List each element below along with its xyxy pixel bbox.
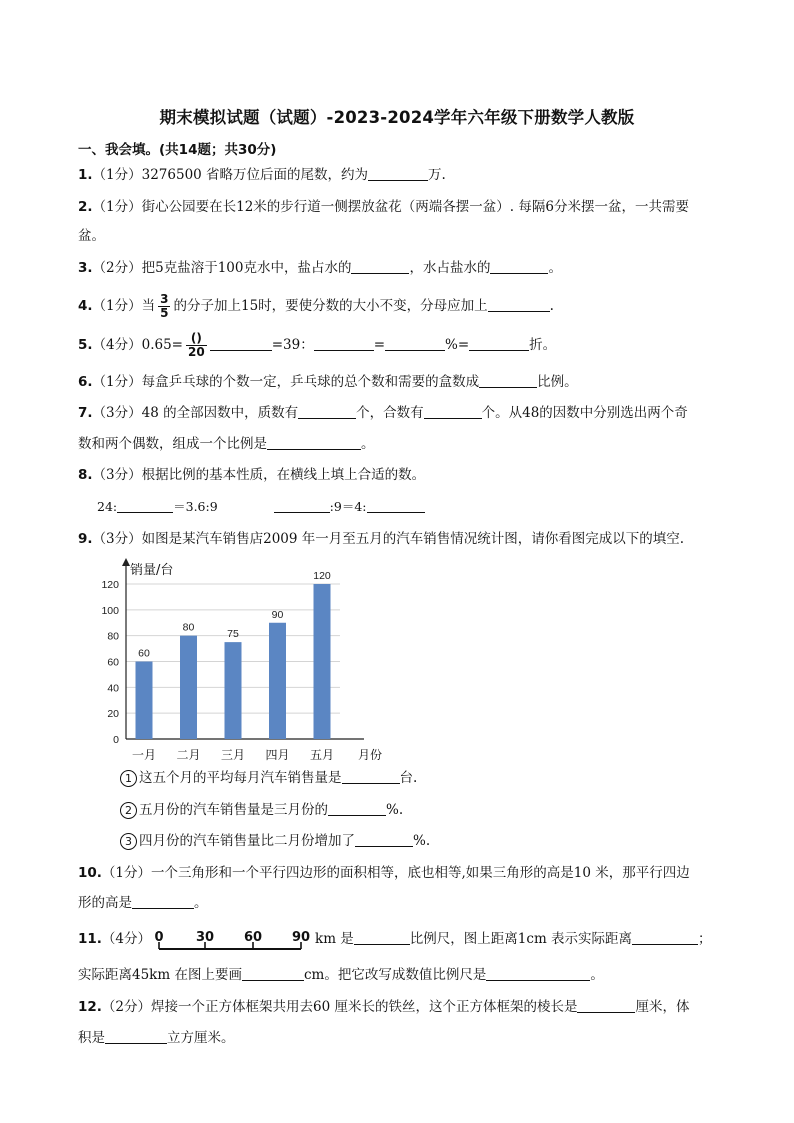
question-points: （1分） bbox=[92, 199, 142, 215]
answer-blank[interactable] bbox=[314, 336, 374, 351]
question-5 bbox=[78, 330, 556, 360]
answer-blank[interactable] bbox=[488, 297, 550, 312]
question-text: cm。把它改写成数值比例尺是 bbox=[303, 967, 487, 983]
x-tick-label: 三月 bbox=[220, 748, 246, 762]
fraction: $\frac{3}{5}$ bbox=[160, 292, 169, 320]
question-4 bbox=[78, 291, 554, 321]
x-tick-label: 二月 bbox=[176, 748, 201, 762]
answer-blank[interactable] bbox=[132, 894, 194, 909]
answer-blank[interactable] bbox=[105, 1029, 167, 1044]
scale-label: 60 bbox=[243, 929, 263, 945]
question-1 bbox=[78, 166, 446, 184]
y-tick-label: 60 bbox=[107, 656, 119, 669]
question-text: 。 bbox=[194, 895, 208, 911]
question-10 bbox=[78, 864, 690, 882]
y-tick-label: 0 bbox=[113, 734, 119, 746]
answer-blank[interactable] bbox=[267, 435, 361, 450]
answer-blank[interactable] bbox=[368, 166, 428, 181]
question-text: 把5克盐溶于100克水中，盐占水的 bbox=[141, 260, 352, 276]
scale-label: 30 bbox=[195, 929, 215, 945]
x-tick-label: 四月 bbox=[265, 748, 290, 762]
y-tick-label: 120 bbox=[101, 579, 119, 591]
question-text: 街心公园要在长12米的步行道一侧摆放盆花（两端各摆一盆）. 每隔6分米摆一盆，一共需要 bbox=[141, 199, 689, 215]
answer-blank[interactable] bbox=[298, 404, 356, 419]
answer-blank[interactable] bbox=[367, 498, 425, 513]
question-number: 12. bbox=[78, 999, 102, 1015]
question-text: 48 的全部因数中，质数有 bbox=[141, 405, 299, 421]
question-text: %= bbox=[445, 337, 470, 353]
question-points: （1分） bbox=[92, 374, 142, 390]
question-points: （4分） bbox=[101, 931, 152, 947]
question-number: 8. bbox=[78, 467, 93, 483]
question-text: 根据比例的基本性质，在横线上填上合适的数。 bbox=[141, 467, 426, 483]
question-text: 3276500 省略万位后面的尾数，约为 bbox=[141, 167, 369, 183]
y-tick-label: 100 bbox=[101, 604, 119, 617]
data-label: 75 bbox=[227, 628, 239, 641]
x-tick-label: 一月 bbox=[131, 748, 157, 762]
proportion-text: ＝3.6:9 bbox=[173, 499, 218, 514]
answer-blank[interactable] bbox=[242, 966, 304, 981]
answer-blank[interactable] bbox=[328, 801, 386, 816]
answer-blank[interactable] bbox=[424, 404, 482, 419]
question-text: 立方厘米。 bbox=[167, 1030, 235, 1046]
question-text: ； bbox=[698, 931, 712, 947]
question-text: 个。从48的因数中分别选出两个奇 bbox=[481, 405, 688, 421]
sales-bar-chart bbox=[100, 556, 410, 768]
question-text: = bbox=[373, 337, 386, 353]
bar bbox=[136, 662, 153, 740]
question-points: （1分） bbox=[92, 298, 142, 314]
question-text: 当 bbox=[141, 298, 156, 314]
y-tick-label: 40 bbox=[107, 682, 119, 695]
question-text: . bbox=[549, 298, 554, 314]
data-label: 90 bbox=[271, 608, 284, 621]
question-text: 积是 bbox=[78, 1030, 105, 1046]
question-text: 个，合数有 bbox=[356, 405, 424, 421]
question-12-cont bbox=[78, 1029, 235, 1047]
answer-blank[interactable] bbox=[117, 498, 173, 513]
bar bbox=[225, 642, 242, 739]
question-8-items bbox=[97, 498, 425, 516]
question-3 bbox=[78, 259, 562, 277]
x-tick-label: 五月 bbox=[309, 748, 335, 762]
question-number: 3. bbox=[78, 260, 93, 276]
answer-blank[interactable] bbox=[490, 259, 548, 274]
question-text: 比例。 bbox=[537, 374, 578, 390]
question-number: 6. bbox=[78, 374, 93, 390]
question-number: 7. bbox=[78, 405, 93, 421]
question-text: 四月份的汽车销售量比二月份增加了 bbox=[139, 833, 355, 849]
y-tick-label: 20 bbox=[107, 708, 119, 721]
question-text: 如图是某汽车销售店2009 年一月至五月的汽车销售情况统计图，请你看图完成以下的填空. bbox=[141, 531, 685, 547]
question-text: 。 bbox=[548, 260, 562, 276]
question-number: 4. bbox=[78, 298, 93, 314]
question-10-cont bbox=[78, 894, 208, 912]
answer-blank[interactable] bbox=[351, 259, 409, 274]
question-points: （1分） bbox=[92, 167, 142, 183]
question-text: 。 bbox=[361, 436, 375, 452]
question-points: （2分） bbox=[92, 260, 142, 276]
question-11 bbox=[78, 928, 712, 951]
line-scale-icon bbox=[153, 929, 313, 951]
question-number: 1. bbox=[78, 167, 93, 183]
answer-blank[interactable] bbox=[342, 769, 400, 784]
question-text: 台. bbox=[399, 770, 418, 786]
question-9-sub-1 bbox=[120, 769, 417, 787]
answer-blank[interactable] bbox=[486, 966, 590, 981]
data-label: 120 bbox=[313, 570, 331, 582]
question-points: （1分） bbox=[101, 865, 152, 881]
question-text: km 是 bbox=[315, 931, 354, 947]
question-number: 9. bbox=[78, 531, 93, 547]
question-text: %. bbox=[386, 802, 404, 818]
question-text: 的分子加上15时，要使分数的大小不变，分母应加上 bbox=[173, 298, 488, 314]
question-text: 厘米，体 bbox=[635, 999, 690, 1015]
x-axis-label: 月份 bbox=[358, 748, 383, 762]
question-text: 焊接一个正方体框架共用去60 厘米长的铁丝，这个正方体框架的棱长是 bbox=[151, 999, 578, 1015]
circled-number: 3 bbox=[120, 833, 137, 850]
circled-number: 1 bbox=[120, 770, 137, 787]
scale-label: 0 bbox=[154, 929, 164, 945]
y-axis-arrow-icon bbox=[122, 558, 130, 566]
question-text: ，水占盐水的 bbox=[409, 260, 491, 276]
answer-blank[interactable] bbox=[469, 336, 529, 351]
y-axis-label: 销量/台 bbox=[130, 563, 174, 578]
question-text: 。 bbox=[590, 967, 604, 983]
answer-blank[interactable] bbox=[210, 336, 272, 351]
question-9 bbox=[78, 530, 684, 548]
section-heading: 一、我会填。(共14题；共30分) bbox=[78, 142, 277, 158]
question-9-sub-2 bbox=[120, 801, 403, 819]
question-2-cont bbox=[78, 227, 105, 245]
question-6 bbox=[78, 373, 578, 391]
question-7 bbox=[78, 404, 688, 422]
fraction: $\frac{()}{20}$ bbox=[188, 331, 205, 359]
question-text: 0.65= bbox=[141, 337, 183, 353]
answer-blank[interactable] bbox=[632, 930, 698, 945]
y-tick-label: 80 bbox=[107, 630, 119, 643]
question-number: 5. bbox=[78, 337, 93, 353]
answer-blank[interactable] bbox=[479, 373, 537, 388]
data-label: 80 bbox=[182, 621, 195, 634]
question-text: %. bbox=[413, 833, 431, 849]
question-7-cont bbox=[78, 435, 375, 453]
question-points: （3分） bbox=[92, 405, 142, 421]
question-text: 五月份的汽车销售量是三月份的 bbox=[139, 802, 328, 818]
question-points: （3分） bbox=[92, 467, 142, 483]
question-text: 这五个月的平均每月汽车销售量是 bbox=[139, 770, 342, 786]
question-text: 数和两个偶数，组成一个比例是 bbox=[78, 436, 267, 452]
circled-number: 2 bbox=[120, 802, 137, 819]
question-number: 2. bbox=[78, 199, 93, 215]
answer-blank[interactable] bbox=[577, 998, 635, 1013]
answer-blank[interactable] bbox=[354, 930, 410, 945]
answer-blank[interactable] bbox=[274, 498, 330, 513]
bar bbox=[180, 636, 197, 739]
question-12 bbox=[78, 998, 689, 1016]
question-points: （4分） bbox=[92, 337, 142, 353]
question-9-sub-3 bbox=[120, 832, 430, 850]
question-text: 一个三角形和一个平行四边形的面积相等，底也相等,如果三角形的高是10 米，那平行四边 bbox=[151, 865, 690, 881]
question-8 bbox=[78, 466, 425, 484]
question-points: （3分） bbox=[92, 531, 142, 547]
data-label: 60 bbox=[138, 647, 150, 660]
question-points: （2分） bbox=[101, 999, 152, 1015]
question-number: 10. bbox=[78, 865, 102, 881]
question-text: 比例尺，图上距离1cm 表示实际距离 bbox=[409, 931, 633, 947]
proportion-text: :9＝4: bbox=[329, 499, 367, 514]
question-text: =39： bbox=[271, 337, 314, 353]
question-text: 折。 bbox=[529, 337, 557, 353]
answer-blank[interactable] bbox=[385, 336, 445, 351]
proportion-text: 24: bbox=[97, 499, 118, 514]
question-text: 每盒乒乓球的个数一定，乒乓球的总个数和需要的盒数成 bbox=[141, 374, 480, 390]
question-text: 盆。 bbox=[78, 228, 105, 244]
question-text: 万. bbox=[428, 167, 446, 183]
bar bbox=[269, 623, 286, 739]
question-text: 形的高是 bbox=[78, 895, 132, 911]
question-11-cont bbox=[78, 966, 604, 984]
answer-blank[interactable] bbox=[355, 832, 413, 847]
scale-label: 90 bbox=[291, 929, 311, 945]
question-text: 实际距离45km 在图上要画 bbox=[78, 967, 242, 983]
bar bbox=[314, 584, 331, 739]
question-number: 11. bbox=[78, 931, 102, 947]
question-2 bbox=[78, 198, 689, 216]
page-title: 期末模拟试题（试题）-2023-2024学年六年级下册数学人教版 bbox=[159, 108, 635, 127]
